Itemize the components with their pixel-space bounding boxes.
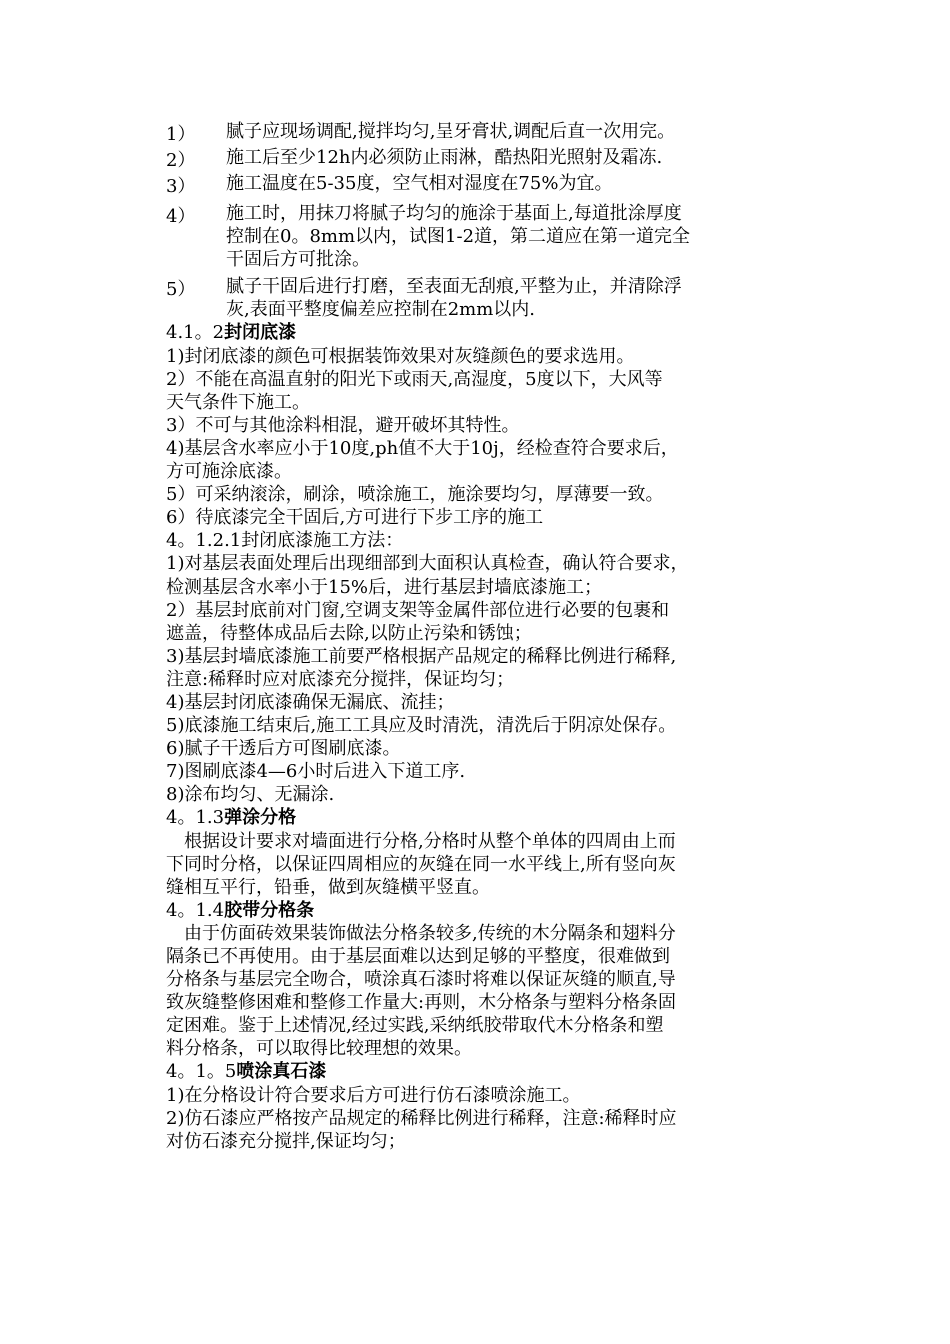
- section-number: 4.1。2: [166, 322, 225, 344]
- paragraph-line: 料分格条，可以取得比较理想的效果。: [166, 1038, 472, 1060]
- item-number: 4）: [166, 206, 196, 227]
- paragraph-line: 天气条件下施工。: [166, 391, 310, 413]
- paragraph-line: 1)封闭底漆的颜色可根据装饰效果对灰缝颜色的要求选用。: [166, 345, 635, 367]
- paragraph-line: 8)涂布均匀、无漏涂.: [166, 784, 335, 806]
- paragraph-line: 注意:稀释时应对底漆充分搅拌，保证均匀；: [166, 668, 515, 690]
- paragraph-line: 由于仿面砖效果装饰做法分格条较多,传统的木分隔条和翅料分: [184, 922, 676, 944]
- putty-list: [166, 120, 816, 321]
- item-text: 施工温度在5-35度，空气相对湿度在75%为宜。: [226, 173, 613, 194]
- list-item: [166, 120, 816, 146]
- paragraph-line: 6)腻子干透后方可图刷底漆。: [166, 738, 401, 760]
- subsection-heading-4121: 4。1.2.1封闭底漆施工方法：: [166, 530, 404, 552]
- section-heading-414: [166, 899, 816, 922]
- paragraph-line: 6）待底漆完全干固后,方可进行下步工序的施工: [166, 507, 544, 529]
- paragraph-line: 遮盖，待整体成品后去除,以防止污染和锈蚀；: [166, 622, 532, 644]
- item-text: 干固后方可批涂。: [226, 249, 370, 271]
- item-number: 5）: [166, 279, 196, 301]
- paragraph-line: 根据设计要求对墙面进行分格,分格时从整个单体的四周由上而: [184, 830, 676, 852]
- section-title: 喷涂真石漆: [236, 1061, 327, 1083]
- section-title: 胶带分格条: [224, 899, 315, 921]
- paragraph-line: 3)基层封墙底漆施工前要严格根据产品规定的稀释比例进行稀释,: [166, 645, 677, 667]
- section-title: 封闭底漆: [224, 322, 297, 344]
- paragraph-line: 4)基层含水率应小于10度,ph值不大于10j，经检查符合要求后，: [166, 437, 679, 459]
- section-title: 弹涂分格: [224, 807, 297, 829]
- paragraph-line: 2)仿石漆应严格按产品规定的稀释比例进行稀释，注意:稀释时应: [166, 1107, 677, 1129]
- paragraph-line: 定困难。鉴于上述情况,经过实践,采纳纸胶带取代木分格条和塑: [166, 1015, 664, 1037]
- list-item: [166, 202, 816, 271]
- item-text: 灰,表面平整度偏差应控制在2mm以内.: [226, 299, 536, 321]
- paragraph-line: 4)基层封闭底漆确保无漏底、流挂；: [166, 691, 455, 713]
- paragraph-line: 致灰缝整修困难和整修工作量大:再则，木分格条与塑料分格条固: [166, 992, 677, 1014]
- document-body: [166, 120, 816, 1153]
- paragraph-line: 7)图刷底漆4—6小时后进入下道工序.: [166, 761, 466, 783]
- paragraph-line: 隔条已不再使用。由于基层面难以达到足够的平整度，很难做到: [166, 946, 670, 967]
- section-number: 4。1。5: [166, 1061, 237, 1083]
- paragraph-line: 1)对基层表面处理后出现细部到大面积认真检查，确认符合要求，: [166, 553, 689, 575]
- list-item: [166, 172, 816, 198]
- paragraph-line: 检测基层含水率小于15%后，进行基层封墙底漆施工；: [166, 576, 603, 598]
- paragraph-line: 5)底漆施工结束后,施工工具应及时清洗，清洗后于阴凉处保存。: [166, 715, 677, 737]
- paragraph-line: 1)在分格设计符合要求后方可进行仿石漆喷涂施工。: [166, 1084, 581, 1106]
- paragraph-line: 对仿石漆充分搅拌,保证均匀；: [166, 1130, 406, 1152]
- section-heading-415: [166, 1060, 816, 1083]
- section-heading-413: [166, 806, 816, 829]
- section-number: 4。1.3: [166, 807, 225, 829]
- item-number: 3）: [166, 176, 196, 197]
- list-item: [166, 146, 816, 172]
- item-number: 2）: [166, 150, 196, 171]
- item-text: 腻子干固后进行打磨，至表面无刮痕,平整为止，并清除浮: [226, 276, 682, 298]
- section-number: 4。1.4: [166, 899, 225, 921]
- item-number: 1）: [166, 124, 196, 145]
- item-text: 施工时，用抹刀将腻子均匀的施涂于基面上,每道批涂厚度: [226, 203, 682, 224]
- paragraph-line: 2）不能在高温直射的阳光下或雨天,高湿度，5度以下，大风等: [166, 368, 663, 390]
- item-text: 施工后至少12h内必须防止雨淋，酷热阳光照射及霜冻.: [226, 147, 663, 168]
- paragraph-line: 缝相互平行，铅垂，做到灰缝横平竖直。: [166, 876, 490, 898]
- paragraph-line: 下同时分格，以保证四周相应的灰缝在同一水平线上,所有竖向灰: [166, 853, 676, 875]
- paragraph-line: 5）可采纳滚涂，刷涂，喷涂施工，施涂要均匀，厚薄要一致。: [166, 484, 664, 506]
- section-heading-412: [166, 321, 816, 344]
- paragraph-line: 分格条与基层完全吻合，喷涂真石漆时将难以保证灰缝的顺直,导: [166, 969, 676, 991]
- paragraph-line: 2）基层封底前对门窗,空调支架等金属件部位进行必要的包裹和: [166, 599, 670, 621]
- paragraph-line: 方可施涂底漆。: [166, 461, 292, 483]
- list-item: [166, 275, 816, 321]
- item-text: 控制在0。8mm以内，试图1-2道，第二道应在第一道完全: [226, 226, 691, 248]
- paragraph-line: 3）不可与其他涂料相混，避开破坏其特性。: [166, 414, 520, 436]
- item-text: 腻子应现场调配,搅拌均匀,呈牙膏状,调配后直一次用完。: [226, 121, 676, 142]
